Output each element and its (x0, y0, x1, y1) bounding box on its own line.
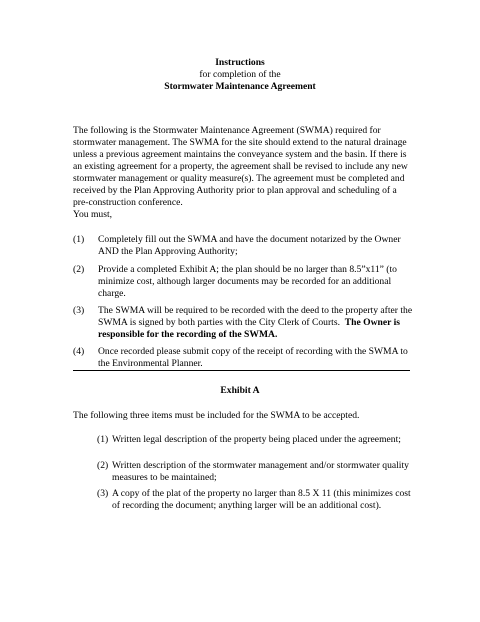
item-text: A copy of the plat of the property no larger than 8.5 X 11 (this minimizes cost of recording the document; anything larger will be an additional cost). (112, 488, 411, 511)
item-text: Written legal description of the property being placed under the agreement; (112, 434, 401, 445)
exhibit-title: Exhibit A (220, 385, 260, 396)
item-text: Completely fill out the SWMA and have the document notarized by the Owner AND the Plan Approving Authority; (98, 234, 401, 257)
item-bold-note: The Owner is responsible for the recording of the SWMA. (98, 317, 401, 340)
item-text: Written description of the stormwater management and/or stormwater quality measures to be maintained; (112, 460, 409, 483)
header-title: Instructions (215, 57, 265, 68)
exhibit-intro: The following three items must be included for the SWMA to be accepted. (73, 410, 360, 421)
item-text-container (98, 305, 413, 341)
item-text: The SWMA will be required to be recorded with the deed to the property after the SWMA is signed by both parties with the City Clerk of Courts. (98, 305, 413, 328)
item-number: (3) (73, 305, 85, 316)
section-divider (73, 370, 410, 371)
item-text: Provide a completed Exhibit A; the plan should be no larger than 8.5”x11” (to minimize cost, although larger documents may be recorded for an additional charge. (98, 264, 397, 299)
header-subtitle: for completion of the (199, 69, 281, 80)
item-number: (1) (97, 434, 109, 445)
item-number: (2) (73, 264, 85, 275)
item-number: (3) (97, 488, 109, 499)
item-text: Once recorded please submit copy of the receipt of recording with the SWMA to the Environmental Planner. (98, 346, 408, 369)
document-header (0, 57, 480, 93)
you-must-label: You must, (73, 209, 113, 220)
item-number: (2) (97, 460, 109, 471)
item-number: (1) (73, 234, 85, 245)
intro-paragraph: The following is the Stormwater Maintenance Agreement (SWMA) required for stormwater management. The SWMA for the site should extend to the natural drainage unless a previous agreement maintains the conveyance system and the basin. If there is an existing agreement for a property, the agreement shall be revised to include any new stormwater management or quality measure(s). The agreement must be completed and received by the Plan Approving Authority prior to plan approval and scheduling of a pre-construction conference. (73, 125, 408, 208)
item-number: (4) (73, 346, 85, 357)
header-agreement-name: Stormwater Maintenance Agreement (164, 81, 316, 92)
